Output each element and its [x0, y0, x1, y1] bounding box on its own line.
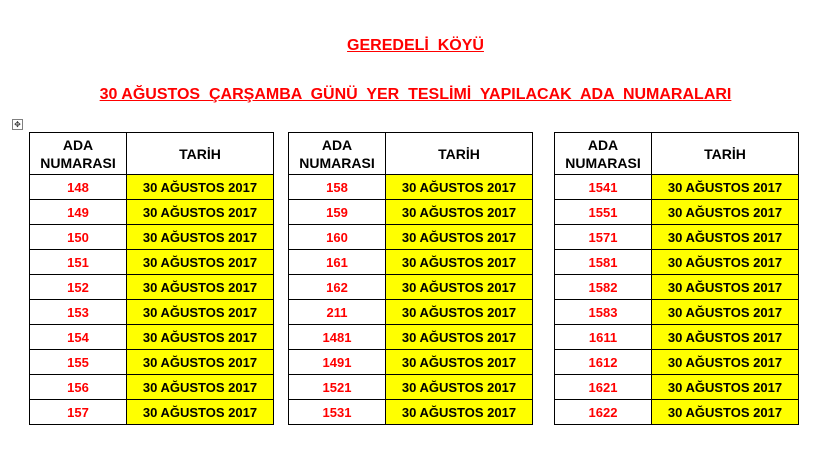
table-row [289, 400, 533, 425]
tarih-cell: 30 AĞUSTOS 2017 [386, 200, 533, 225]
ada-number-cell: 1582 [555, 275, 652, 300]
table-row [289, 275, 533, 300]
table-row [289, 250, 533, 275]
ada-number-cell: 1531 [289, 400, 386, 425]
table-row [30, 250, 274, 275]
ada-header-line2: NUMARASI [40, 154, 116, 171]
table-row [30, 375, 274, 400]
ada-number-cell: 1583 [555, 300, 652, 325]
table-row [555, 350, 799, 375]
tarih-cell: 30 AĞUSTOS 2017 [652, 275, 799, 300]
table-row [30, 225, 274, 250]
ada-number-cell: 153 [30, 300, 127, 325]
tarih-cell: 30 AĞUSTOS 2017 [652, 200, 799, 225]
ada-number-cell: 156 [30, 375, 127, 400]
ada-number-cell: 159 [289, 200, 386, 225]
tarih-cell: 30 AĞUSTOS 2017 [652, 400, 799, 425]
tarih-cell: 30 AĞUSTOS 2017 [386, 400, 533, 425]
ada-number-cell: 150 [30, 225, 127, 250]
ada-number-cell: 158 [289, 175, 386, 200]
tarih-cell: 30 AĞUSTOS 2017 [652, 250, 799, 275]
tarih-cell: 30 AĞUSTOS 2017 [386, 375, 533, 400]
table-row [289, 175, 533, 200]
tarih-cell: 30 AĞUSTOS 2017 [127, 175, 274, 200]
ada-number-cell: 1622 [555, 400, 652, 425]
ada-header-line1: ADA [321, 136, 353, 153]
ada-numarasi-header [30, 133, 127, 175]
tarih-cell: 30 AĞUSTOS 2017 [652, 225, 799, 250]
ada-table-3 [554, 132, 799, 425]
tarih-cell: 30 AĞUSTOS 2017 [127, 225, 274, 250]
tarih-cell: 30 AĞUSTOS 2017 [652, 300, 799, 325]
table-header-row [30, 133, 274, 175]
table-row [555, 275, 799, 300]
ada-number-cell: 157 [30, 400, 127, 425]
table-row [30, 350, 274, 375]
tarih-cell: 30 AĞUSTOS 2017 [386, 300, 533, 325]
ada-number-cell: 1521 [289, 375, 386, 400]
ada-number-cell: 1481 [289, 325, 386, 350]
ada-number-cell: 154 [30, 325, 127, 350]
tarih-cell: 30 AĞUSTOS 2017 [386, 175, 533, 200]
tarih-cell: 30 AĞUSTOS 2017 [386, 350, 533, 375]
table-row [289, 225, 533, 250]
tarih-header: TARİH [652, 133, 799, 175]
ada-table-1 [29, 132, 274, 425]
table-row [289, 300, 533, 325]
tarih-cell: 30 AĞUSTOS 2017 [386, 225, 533, 250]
table-row [555, 225, 799, 250]
ada-number-cell: 160 [289, 225, 386, 250]
document-subtitle: 30 AĞUSTOS ÇARŞAMBA GÜNÜ YER TESLİMİ YAPILACAK ADA NUMARALARI [99, 86, 732, 103]
table-row [289, 325, 533, 350]
table-row [30, 175, 274, 200]
tarih-cell: 30 AĞUSTOS 2017 [127, 200, 274, 225]
ada-number-cell: 1571 [555, 225, 652, 250]
tarih-cell: 30 AĞUSTOS 2017 [127, 275, 274, 300]
ada-number-cell: 151 [30, 250, 127, 275]
tarih-cell: 30 AĞUSTOS 2017 [652, 175, 799, 200]
ada-number-cell: 161 [289, 250, 386, 275]
table-header-row [555, 133, 799, 175]
ada-header-line1: ADA [62, 136, 94, 153]
move-handle-icon[interactable]: ✥ [12, 119, 23, 130]
ada-number-cell: 152 [30, 275, 127, 300]
tarih-cell: 30 AĞUSTOS 2017 [386, 325, 533, 350]
tarih-cell: 30 AĞUSTOS 2017 [127, 300, 274, 325]
ada-number-cell: 1551 [555, 200, 652, 225]
ada-number-cell: 1612 [555, 350, 652, 375]
ada-number-cell: 1621 [555, 375, 652, 400]
ada-number-cell: 1611 [555, 325, 652, 350]
table-row [30, 325, 274, 350]
ada-header-line2: NUMARASI [565, 154, 641, 171]
table-row [555, 325, 799, 350]
tarih-cell: 30 AĞUSTOS 2017 [386, 275, 533, 300]
table-row [30, 275, 274, 300]
ada-number-cell: 149 [30, 200, 127, 225]
table-row [555, 300, 799, 325]
ada-number-cell: 1541 [555, 175, 652, 200]
ada-number-cell: 155 [30, 350, 127, 375]
ada-header-line1: ADA [587, 136, 619, 153]
tarih-cell: 30 AĞUSTOS 2017 [652, 325, 799, 350]
table-row [555, 200, 799, 225]
table-row [30, 400, 274, 425]
table-header-row [289, 133, 533, 175]
ada-number-cell: 1581 [555, 250, 652, 275]
table-row [289, 375, 533, 400]
tarih-header: TARİH [386, 133, 533, 175]
document-title: GEREDELİ KÖYÜ [347, 37, 484, 54]
tarih-cell: 30 AĞUSTOS 2017 [652, 350, 799, 375]
table-row [555, 250, 799, 275]
ada-number-cell: 1491 [289, 350, 386, 375]
ada-numarasi-header [289, 133, 386, 175]
ada-table-2 [288, 132, 533, 425]
table-row [30, 300, 274, 325]
tarih-cell: 30 AĞUSTOS 2017 [127, 325, 274, 350]
table-row [555, 375, 799, 400]
tarih-cell: 30 AĞUSTOS 2017 [127, 250, 274, 275]
tarih-cell: 30 AĞUSTOS 2017 [127, 400, 274, 425]
tarih-header: TARİH [127, 133, 274, 175]
tarih-cell: 30 AĞUSTOS 2017 [386, 250, 533, 275]
table-row [30, 200, 274, 225]
tarih-cell: 30 AĞUSTOS 2017 [127, 375, 274, 400]
table-row [555, 175, 799, 200]
ada-numarasi-header [555, 133, 652, 175]
ada-number-cell: 148 [30, 175, 127, 200]
table-row [289, 200, 533, 225]
tarih-cell: 30 AĞUSTOS 2017 [652, 375, 799, 400]
ada-number-cell: 162 [289, 275, 386, 300]
ada-number-cell: 211 [289, 300, 386, 325]
table-row [289, 350, 533, 375]
tarih-cell: 30 AĞUSTOS 2017 [127, 350, 274, 375]
table-row [555, 400, 799, 425]
ada-header-line2: NUMARASI [299, 154, 375, 171]
